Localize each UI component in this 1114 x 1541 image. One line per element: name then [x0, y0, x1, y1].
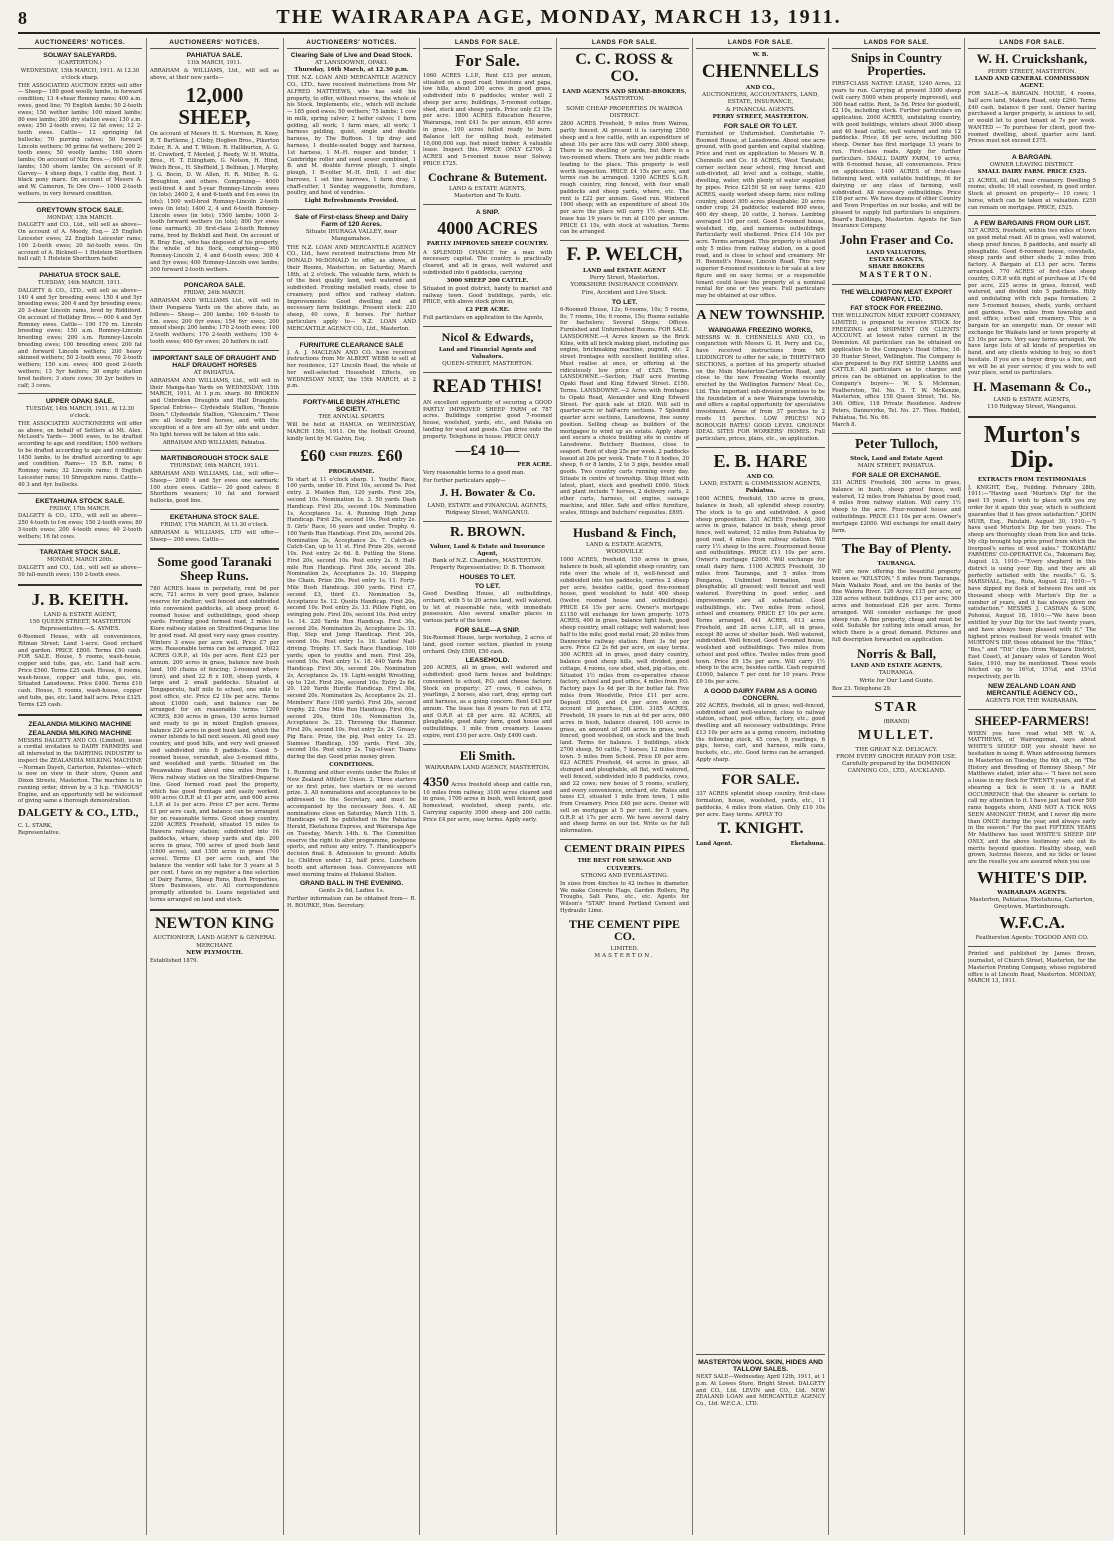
ad-body: DALGETY and CO., Ltd., will sell as above— 50 full-mouth ewes; 150 2-tooth ewes. [18, 565, 142, 578]
ad-body: 780 ACRES lease in perpetuity, rent 9d per acre, 721 acres in very good grass, balance reserve for shelter; well fenced and subdivided into convenient paddocks, all sheep proof; 6-roomed house and outbuildings, good sheep yards. Fronting good formed road, 3 miles to Kiore railway station on Stratford-Ongarue line by good road. All good very easy grass country. Winters 3 ewes per acre well. Price £7 per acre. Reasonable terms can be arranged. 1022 ACRES O.R.P., at 10s per acre. Rent £23 per annum. 200 acres in grass, balance new bush land. 100 chains of fencing; 2-roomed where (iron), and shed 22 ft x 10ft, sheep yards, 4 large and 2 small paddocks. Situated at Tongaporutu, half mile to school, one mile to post office, etc. Price £2 10s per acre. Terms about £1000 cash, and balance can be arranged for on reasonable terms. 1200 ACRES, 830 acres in grass, 150 acres burned and ready to go in mixed English grasses, balance 220 acres in good bush land, which the owner intends to fall next season. All good easy country, and good hills, and very well grassed and subdivided into 8 paddocks. Good 5-roomed house, verandah, also 3-roomed ditto, and woolshed and yards. Situated on the Pouawakino Road about nine miles from Te Wera railway station on the Stratford-Ongarue line. Good formed road past the property, which has good frontage and easily worked. 600 acres O.R.P. at £1 per acre, and 600 acres L.I.P. at 1s per acre. Price £7 per acre. Terms £1 per acre cash, and balance can be arranged for on reasonable terms. Good sheep country. 2200 ACRES Freehold, situated 15 miles to Hawera railway station; subdivided into 16 paddocks, whare, sheep yards and dip. 200 acres in grass, 700 acres of good bush land (1600 acres), and 1300 acres in grass (700 acres). Terms £1 per acre cash, and the balance the vendor will take for 5 years at 5 per cent. I have on my register a fine selection of Dairy Farms, Sheep Runs, Bush Properties, Store Businesses, etc. All correspondence promptly attended to. Loans negotiated and terms arranged on land and stock. [150, 585, 279, 903]
ad-subheading: THE GREAT N.Z. DELICACY. [855, 746, 938, 753]
newspaper-title: THE WAIRARAPA AGE, MONDAY, MARCH 13, 1911. [276, 6, 842, 28]
column-4 [423, 38, 552, 1537]
masthead [18, 6, 1100, 34]
ad-subheading: LAND & ESTATE AGENTS, [586, 542, 663, 549]
ad-subheading: EXTRACTS FROM TESTIMONIALS [977, 476, 1087, 483]
ad-headline-big: 4000 ACRES [437, 218, 538, 239]
ad-body: FIRST-CLASS NATIVE LEASE, 1240 Acres, 22 years to run. Carrying at present 3300 sheep (will carry 5000 when properly improved), and 300 head cattle. Rent, 3s 5d. Price for goodwill, £2 10s, including stock. Further particulars on application. 2000 ACRES, undulating country, with good buildings, winters about 3000 sheep and 40 head cattle, well watered and into 12 paddocks. Price, £6 per acre, including 500 sheep. Owner has first mortgage 13 years to run. First-class roads. Apply for further particulars. SMALL DAIRY FARM, 19 acres, with 6-roomed house, all conveniences. Price on application. 1400 ACRES of first-class fattening land, with suitable buildings, fit for dairying or any class of farming, well subdivided. All necessary outbuildings. Price £18 per acre. We have dozens of other Country and Town Properties on our books, and will be pleased to supply full particulars to enquirers. Board's Buildings, Masterton. Agents for Sun Insurance Company. [832, 81, 961, 230]
brand-subtitle: (BRAND) [883, 719, 910, 726]
ad-date: FRIDAY, 17th MARCH. [49, 505, 111, 512]
ad-heading: EKETAHUNA STOCK SALE. [169, 514, 260, 521]
ad-subheading: THE ANNUAL SPORTS [318, 414, 385, 421]
advertiser-name: Husband & Finch, [573, 524, 676, 540]
advertiser-name: Peter Tulloch, [855, 437, 938, 453]
advertiser-name: C. C. ROSS & CO. [575, 51, 674, 85]
ad-body: Further information can be obtained from— R. H. BOURKE, Hon. Secretary. [287, 896, 416, 910]
ad-body: Full particulars on application to the Agents, [423, 315, 544, 322]
ad-address: QUEEN-STREET, MASTERTON. [442, 360, 533, 367]
ad-address: Pahiatua. [745, 488, 776, 495]
advertiser-name: H. Masemann & Co., [973, 379, 1091, 395]
ad-date: FRIDAY, 17th MARCH, At 11.30 o'clock. [160, 522, 269, 528]
column-1 [18, 38, 142, 1537]
ad-signature: C. L. STARK, [18, 822, 53, 829]
ad-heading: A BARGAIN. [1011, 154, 1053, 162]
ad-headline-big: Some good Taranaki Sheep Runs. [157, 554, 272, 583]
ad-body: Good Dwelling House, all outbuildings, orchard, with 5 to 20 acres land, well watered, to let at reasonable rate, with immediate possession. Also several smaller places in various parts of the town. [423, 591, 552, 625]
ad-representative: Representative.—S. AYMES. [39, 625, 121, 632]
ad-date: March 8. [832, 422, 857, 429]
ad-heading: NEW ZEALAND LOAN AND MERCANTILE AGENCY CO., [986, 682, 1078, 697]
ad-address: 110 Ridgway Street, Wanganui. [987, 404, 1077, 411]
ad-heading: IMPORTANT SALE OF DRAUGHT AND HALF DRAUGHT HORSES [152, 354, 277, 369]
ad-signature: Representative. [18, 830, 61, 837]
column-heading: LANDS FOR SALE. [968, 38, 1096, 49]
ad-heading: A SNIP. [475, 209, 500, 217]
advertiser-name: Nicol & Edwards, [441, 329, 534, 344]
ad-subheading: Situate IHURAGA VALLEY, near Mangamahoe. [305, 229, 398, 243]
ad-subheading: LAND, ESTATE and FINANCIAL AGENTS, [427, 502, 548, 509]
column-5 [560, 38, 689, 1537]
ad-heading: WAINGAWA FREEZING WORKS, [708, 326, 813, 334]
advertiser-name: R. BROWN. [449, 524, 526, 540]
column-heading: LANDS FOR SALE. [832, 38, 961, 49]
column-heading: LANDS FOR SALE. [560, 38, 689, 49]
ad-subheading: SHARE BROKERS [868, 264, 925, 271]
ad-body: To start at 11 o'clock sharp. 1. Youths' Race, 100 yards, under 16. First 10s, second 5s. Post entry. 2. Maiden Run, 120 yards. First 20s, second 10s. Nomination 1s. 3. 50 yards Dash Handicap. First 20s, second 10s. Nomination 1s, Acceptance 1s. 4. Running High Jump Handicap. First 25s, second 10s. Post entry 2s. 5. Girls' Race, 16 years and under. Trophy. 6. 100 Yards Run Handicap. First 20s, second 20s. Nomination 2s, Acceptance 2s. 7. Catch-as-Catch-Can, up to 11 st. First Prize 20s, second 10s. Post entry 2s 6d. 8. Putting the Stone. First 20s, second 10s. Post entry 2s. 9. Half-mile Run Handicap. First 30s, second 20s. Nomination 2s, Acceptance 2s. 10. Stepping the Chain. Prize 20s. Post entry 1s. 11. Forty-Mile Bush Handicap. 300 yards. First £7, second £3, third £1. Nomination 5s, Acceptance 5s. 12. Quoits Handicap. First 20s, second 10s. Post entry 2s. 13. Pillow Fight, on swinging pole. First 20s, second 10s. Post entry 1s. 14. 220 Yards Run Handicap. First 30s, second 20s. Nomination 2s, Acceptance 2s. 15. Hop, Step and Jump Handicap. First 20s, second 10s. Post entry 1s. 16. Ladies' Nail-driving. Trophy. 17. Sack Race Handicap. 100 yards; open to youths and men. First 20s, second 10s. Post entry 1s. 18. 440 Yards Run Handicap. First 30s, second 20s. Nomination 2s, Acceptance 2s. 19. Light-weight Wrestling, up to 12st. First 20s, second 10s. Entry 2s 6d. 20. 120 Yards Hurdle Handicap. First 30s, second 20s. Nomination 2s, Acceptance 2s. 21. Members' Race (100 yards). First 20s, second trophy. 22. One Mile Run Handicap. First 60s, second 20s, third 10s. Nomination 3s, Acceptance 3s. 23. Throwing the Hammer. First 20s, second 10s. Post entry 2s. 24. Greasy Pig Race. Prize, the pig. Post entry 1s. 25. Siamese Handicap, 150 yards. First 30s, second 10s. Post entry 2s. Tug-of-war: Teams during the day. Good prize money given. [287, 476, 416, 761]
ad-body: ABRAHAM & WILLIAMS, LTD will offer— Sheep— 200 ewes. Cattle— [150, 529, 279, 543]
advertiser-name: WHITE'S DIP. [977, 868, 1087, 888]
ad-headline-big: SHEEP-FARMERS! [974, 713, 1090, 729]
ad-subheading: YORKSHIRE INSURANCE COMPANY. [570, 282, 679, 289]
ad-heading: Clearing Sale of Live and Dead Stock. [290, 52, 413, 59]
column-rule [419, 38, 420, 1535]
ad-subheading: LAND, ESTATE & COMMISSION AGENTS, [699, 481, 822, 487]
prize-label: CASH PRIZES. [329, 452, 374, 459]
ad-subheading: AND CO., [745, 85, 776, 92]
ad-heading: FOR SALE OR EXCHANGE. [852, 472, 941, 480]
ad-address: WOODVILLE [605, 549, 644, 556]
ad-body: 2800 ACRES Freehold, 9 miles from Wairoa, partly fenced. At present it is carrying 2500 sheep and a few cattle, with an expenditure of about 10s per acre this will carry 3000 sheep. There is no dwelling or yards, but there is a two-roomed where. There are two public roads leading to the place. This property is well worth inspection. PRICE £4 15s per acre, and terms can be arranged. 1200 ACRES S.G.R. rough country, ring fenced, with four small paddocks and sheep yards, where, etc. The rent is £22 per annum. Good run. Wintered 1900 sheep; with an expenditure of about 10s per acre the place will carry 1½ sheep. The lease has 19 years to run at £100 per annum. PRICE £1 15s, with stock at valuation. Terms can be arranged. [560, 121, 689, 236]
ad-subheading: AT PAHIATUA. [193, 369, 236, 376]
ad-headline-big: FOR SALE. [721, 771, 800, 788]
ad-established: Established 1879. [150, 957, 199, 964]
ad-date: MONDAY, MARCH 20th. [47, 557, 113, 564]
ad-body: J. KNIGHT, Esq., Feilding. February 28th, 1911:—"Having used 'Murton's Dip' for the past 15 years, I wish to place with you my order for it again this year, which is sufficient guarantee that it has given satisfaction." JOHN MUIR, Esq., Patutahi, August 30, 1910:—"I have used Murton's Dip for two years. The sheep are thoroughly clean from lice and ticks. My clip brought top price proof from which the liverpool's series of wool sales." TOKOMARU FARMERS' CO-OPERATIVE Co., Tokomaru Bay, August 13, 1910:—"Every shepherd in this district is using your Dip, and they are all perfectly satisfied with the results." G. S. MARSHALL, Esq., Ruta, August 22, 1910:—"I have dipped my flock of between five and six thousand sheep with Murton's Dip for a number of years, and it has always given me satisfaction." MESSRS J. CASHAN & SON, Pohonui, August 18, 1910:—"We have been entitled by your Dip for the last twenty years, and have always been pleased with it." The highest prices realised for wools treated with MURTON'S DIP, those obtained for the "Hiku," "Bes," and "Titi" clips (from Waipara District, East Coast), at January sales of London Wool Sales, 1910, may be mentioned. These wools fetched up to 16½d, 15¼d, and 15¼d respectively, per lb. [968, 484, 1096, 681]
ad-subheading: LAND & ESTATE AGENT, [43, 611, 117, 618]
ad-body: In sizes from 4inches to 42 inches in diameter. We make Concrete Flags, Garden Rollers, Pig Troughs, Salt Pans, etc., etc. Agents for Wilson's "STAR" brand Portland Cement and Hydraulic Lime. [560, 880, 689, 914]
ad-subheading: LAND AND GENERAL COMMISSION AGENT. [974, 75, 1090, 89]
ad-subheading: AUCTIONEERS, ACCOUNTANTS, LAND, ESTATE, INSURANCE, [702, 92, 819, 106]
ad-subheading: Gents 2s 6d, Ladies 1s. [318, 888, 385, 895]
ad-address: Masterton and Te Kuiti. [453, 193, 522, 200]
ad-subheading: & FINANCIAL AGENTS. [725, 106, 796, 113]
ad-date: FRIDAY, 24th MARCH. [183, 290, 246, 297]
ad-body: J. A. J. MACLEAN AND CO. have received instructions from Mr ALBERT WEBB to sell at her residence, 127 Lincoln Road, the whole of her well-selected Household Effects, on WEDNESDAY NEXT, the 15th MARCH, at 2 p.m. [287, 349, 416, 390]
ad-address: Eketahuna. [790, 841, 825, 848]
ad-subheading: THE BEST FOR SEWAGE AND CULVERTS. [577, 858, 672, 872]
ad-subheading: LAND & ESTATE AGENTS, [449, 186, 526, 193]
ad-body: 6-Roomed House, 12s; 6-rooms, 10s; 5 rooms, 8s; 7 rooms, 16s; 6 rooms, 15s; Rooms suitable for bachelors; Several Shops; Offices. Furnished and Unfurnished Rooms. FOR SALE. LANSDOWNE.—4 Acres known as the Brick Kilns, with all brick making plant, including gas engine, brickmaking machine, pugmill, etc. 2 street frontages with excellent building sites. Must realise at once, or offering at the ridiculously low price of £525. Terms. LANSDOWNE.—Section, Half acre fronting Opaki Road and King Edward Street. £150. Terms. LANSDOWNE.—2 Acres with frontages to Opaki Road, Alexander and King Edward Street. For quick sale at £620. Will sell in quarter-acre or half-acre sections. 7 Splendid quarter acre sections, Lansdowne, fine sunny position. Selling cheap as builders of the mortgagee to wind up an estate. Apply sharp and secure a choice building site in centre of Lansdowne. Butchery Business, close to seaport. Rent of shop 25s per week. 2 paddocks leased at 20s per week. Trade 7 to 8 bodies, 30 sheep, 6 or 8 lambs, 2 to 3 pigs, besides small goods. Two country carts running every day. Situate in centre of township. Shop fitted with latest, plant, stock and goodwill £600. Stock and plant include 7 horses, 2 delivery carts, 2 other carts, harness, oil engine, sausage machine, and filler. Safe and office furniture, scales, fittings and butchers' requisites. £895. [560, 306, 689, 516]
column-heading: LANDS FOR SALE. [696, 38, 825, 49]
ad-subheading: Valuer, Land & Estate and Insurance Agent, [430, 543, 545, 557]
ad-headline-big: For Sale. [455, 51, 520, 70]
ad-address: MASTERTON. [859, 270, 934, 280]
ad-address: MASTERTON. [594, 953, 655, 960]
ad-body: 1. Running and other events under the Rules of New Zealand Athletic Union. 2. Three starters or no first prize, two starters or no second prize. 3. All nominations and acceptances to be addressed to the Secretary, and must be accompanied by the necessary fees. 4. All nominations close on Saturday, March 11th. 5. Handicaps will be published in the Pahiatua Herald, Eketahuna Express, and Wairarapa Age on Tuesday, March 14th. 6. The Committee reserve the right to alter programme, postpone sports, and refuse any entry. 7. Handicapper's decision final. 8. Admission to ground: Adults 1s; Children under 12, half price. Luncheon booth and afternoon teas. Conveyances will meet morning trains at Hukanui Station. [287, 770, 416, 878]
column-2 [150, 38, 279, 1537]
ad-price: —£4 10— [455, 442, 520, 459]
advertiser-name: NEWTON KING [154, 914, 275, 932]
ad-date: WEDNESDAY, 15th MARCH, 1911. At 12.30 o'clock sharp. [20, 68, 140, 81]
ad-body: For further particulars apply— [423, 478, 506, 485]
column-rule [964, 38, 965, 1535]
ad-body: 1060 ACRES L.I.P., Rent £33 per annum, situated on a good road; limestone and papa, low hills, about 200 acres in good grass, subdivided into 6 paddocks; winter well 2 sheep per acre; buildings, 5-roomed cottage, shed, stock and sheep yards. Price only £3 15s per acre. 1800 ACRES Education Reserve, Wairarapa, rent £41 5s per annum, 450 acres in grass, 100 acres felled ready to burn. Balance left for milling bush, estimated 10,000,000 sup. feet mixed timber. A valuable lease. Inspect this. PRICE ONLY £2700. 2 ACRES and 5-roomed house near Solway. PRICE £725. [423, 72, 552, 167]
prize-banner [287, 446, 416, 466]
ad-body: 21 ACRES, all flat, near creamery. Dwelling 5 rooms; sheds; 16 stall cowshed, in good order. Stock at present on property— 10 cows; 1 horse, which can be taken at valuation. £250 can remain on mortgage. PRICE, £525. [968, 177, 1096, 211]
ad-body: 6-Roomed House, with all conveniences, Ritman Street; Land 1-acre. Good orchard and garden. PRICE £800. Terms £50 cash. FOR SALE. House, 5 rooms, wash-house, copper and tubs, gas, etc. Land half acre. Price £560. Terms £25 cash. House, 6 rooms, wash-house, copper and tubs, gas, etc. Situated Lansdowne. Price £400. Terms £10 cash. House, 5 rooms, wash-house, copper and tubs, gas, etc. Land half acre. Price £325. Terms £25 cash. [18, 634, 142, 708]
ad-heading: Sale of First-class Sheep and Dairy Farm of 120 Acres. [294, 214, 409, 229]
ad-headline-big: READ THIS! [432, 376, 543, 398]
ad-subheading: LIMITED. [610, 945, 639, 952]
column-heading: AUCTIONEERS' NOTICES. [18, 38, 142, 49]
ad-subheading: OWNER LEAVING DISTRICT. [990, 162, 1074, 169]
ad-subheading: Write for Our Land Guide. [859, 677, 934, 684]
ad-body: THE N.Z. LOAN AND MERCANTILE AGENCY CO., LTD., have received instructions from Mr ALFRED MATTHEWS, who has sold his property, to offer, without reserve, the whole of his Stock, Implements, etc., which will include— 185 good ewes; 50 wethers; 75 lambs; 1 cow in milk, spring calver; 2 heifer calves; 1 farm gelding, all work; 1 farm mare, all work; 1 harness gelding, quiet, single and double harness, by The Buffoon. 1 tip dray and harness, 1 double-seated buggy and harness, 1st harness, 1 M.-H. reaper and binder, 1 Cambridge roller and seed sower combined, 1 B. and M. double furrow plough, 1 single plough, 1 B-colter M.-H. Drill, 1 set disc harrows, 1 set tine harrows, 1 farm dray, 1 chaff-cutter, 1 Sunday waggonette, furniture, poultry, and host of sundries. [287, 75, 416, 197]
ad-body: MESSRS DALGETY AND CO. (Limited), issue a cordial invitation to DAIRY FARMERS and all interested in the DAIRYING INDUSTRY to inspect the ZEALANDIA MILKING MACHINE—Norman Dayeh, Carterton, Patentee—which is now on view in their store, Queen and Dixon Streets, Masterton. The machine is in running order, driven by a 3 h.p. "FAMOUS" Engine, and an opportunity will be welcomed of giving same a thorough demonstration. [18, 737, 142, 805]
ad-subheading: AUCTIONEER, LAND AGENT & GENERAL MERCHANT. [153, 935, 276, 949]
ad-body: On account of Messrs H. S. Morrison, R. Keey, R. T. Bartleme, J. Clisby, Hogben Bros., Pikerton Esler, R. A. and T. Wilson, R. Halliburton, A. G. H. Crawford, T. Mexted, J. Reedy, W. H. Whitta, Bros., H. T. Ellingham, G. Nelson, H. Hind, Welch Bros., H. Sheffield, J. Bellman, J. Murphy, J. G. Bocin, D. W. Allen, H. R. Miller, R. G. Broughton, and others. Comprising— 4000 well-bred 4 and 5-year Romney-Lincoln ewes (in lots); 2400 2, 4 and 6-tooth and f-m ewes (in lots); 1500 well-bred Romney-Lincoln 2-tooth ewes (in lots); 1400 2, 4 and 6-tooth Romney-Lincoln ewes (in lots); 1500 lambs; 1000 2-tooth forward wethers (in lots); 800 5yr ewes (one earmark); 30 first-class 2-tooth Romney rams, bred by Bickhill and Reid. On account of R. Bray Esq., who has disposed of his property, the whole of his flock, comprising— 900 Romney-Lincoln 2, 4 and 6-tooth ewes; 300 4 and 5yr ewes; 400 Romney-Lincoln ewe lambs; 300 forward 2-tooth wethers. [150, 131, 279, 273]
ad-body: Furnished or Unfurnished. Comfortable 7-Roomed House, at Lansdowne. About one acre ground, with good garden and capital stabling. Price and rent on application to Messrs W. B. Chennells and Co. 18 ACRES, West Taratahi, corner section near school, ring fenced and sub-divided, all level and a cottage, stable, dwelling, water, with plenty of water supplied by pipes. Price £2150 SI on easy terms. 420 ACRES, easily worked sheep farm; nice rolling country, about 300 acres ploughable; 20 acres under crop; 24 paddocks; watered 600 ewes, 400 dry sheep, 20 cattle, 2 horses. Lambing averaged 116 per cent. Good 5-roomed house, woolshed, dip, and numerous outbuildings. Particularly well sheltered. Price £14 10s per acre. Terms arranged. This property is situated only 5 miles from railway station, on a good road, and is close to school and creamery. Mr H. Bennett's House, Lincoln Road. This very superior 6-roomed residence is for sale at a low figure and on easy terms; or a responsible tenant could lease the property at a nominal rental for one or two years. Full particulars may be obtained at our office. [696, 130, 825, 300]
ad-address: TAURANGA. [878, 670, 915, 677]
ad-date: TUESDAY, 14th MARCH, 1911, At 12.30 o'clock. [25, 406, 135, 420]
advertiser-name: T. KNIGHT. [717, 820, 804, 838]
ad-address: MASTERTON. [604, 95, 645, 102]
advertiser-name: Cochrane & Butement. [428, 169, 547, 184]
column-3 [287, 38, 416, 1537]
ad-body: ABRAHAM & WILLIAMS, Ltd., will sell as above, at their new yards— [150, 67, 279, 81]
ad-body: ABRAHAM AND WILLIAMS, Ltd., will sell in their Manga-hao Yards on WEDNESDAY, 15th MARCH, 1911, At 1 p.m. sharp. 80 BROKEN and Unbroken Draughts and Half Draughts. Special Entries— Clydesdale Stallion, "Bonnie Doon." Clydesdale Stallion, "Glencairn." These are all locally bred horses, and with the exception of a few are all 5yr olds and under. No light horses will be taken at this sale. [150, 377, 279, 438]
ad-subheading: CONDITIONS. [329, 761, 374, 768]
ad-body: THE ASSOCIATED AUCTIONEERS will offer as above, on behalf of Settlers at Mt. Alex. McLeod's Yards— 3600 ewes, to be drafted according to age and condition; 1500 wethers to be drafted according to age and condition; 1450 lambs, to be drafted according to age and condition. Rams— 15 B.R. rams; 6 Romney rams; 32 Lincoln rams; 8 English Leicester rams; 10 Shropshire rams. Cattle— 40 3 and 4yr. bullocks. [18, 420, 142, 488]
ad-heading: FOR SALE OR TO LET. [723, 122, 798, 130]
ad-heading: ZEALANDIA MILKING MACHINE [28, 729, 132, 737]
ad-heading: PAHIATUA SALE. [186, 52, 243, 59]
page-number: 8 [18, 8, 27, 28]
ad-headline-big: Murton's Dip. [984, 422, 1080, 474]
ad-subheading: PROGRAMME. [328, 468, 375, 475]
ad-stock: 3000 SHEEP 200 CATTLE. [446, 277, 529, 284]
ad-subheading: PARTLY IMPROVED SHEEP COUNTRY. [426, 241, 549, 248]
prize-amount: £60 [377, 445, 403, 465]
ad-body: 202 ACRES, freehold, all in grass; well-fenced, subdivided and well-watered; close to railway station, school, post office, factory, etc.; good dwelling and all necessary outbuildings. Price £13 10s per acre as a going concern, including the following stock, 45 cows, 6 yearlings, 6 pigs, horse, cart, and harness, milk cans, buckets, etc., etc. Good terms can be arranged. Apply sharp. [696, 702, 825, 763]
ad-subheading: AT LANSDOWNE, OPAKI. [314, 60, 389, 66]
ad-address: 150 QUEEN STREET, MASTERTON [29, 618, 131, 625]
ad-subheading: Stock, Land and Estate Agent [850, 455, 943, 462]
ad-heading: HOUSES TO LET. [459, 574, 516, 582]
ad-heading: FAT STOCK FOR FREEZING. [850, 305, 943, 313]
ad-subheading: Land and Financial Agents and Valuators. [438, 346, 537, 360]
advertiser-name: THE CEMENT PIPE CO. [568, 916, 681, 944]
ad-heading: PONCAROA SALE. [183, 282, 246, 290]
ad-body: MESSRS W. B. CHENNELLS AND CO., in conjunction with Messrs G. H. Perry and Co., have received instructions from MR LIDDINGTON to offer for sale, in THIRTY-TWO SECTIONS, a portion of his property situated on the Main Masterton-Carterton Road, and close to the new Freezing Works recently erected by the Wellington Farmers' Meat Co., Ltd. This important sub-division promises to be the foundation of a new Wairarapa township, and offers a capital opportunity for speculative investment. Areas of from 37 perches to 2 roods 15 perches. LOW PRICES! NO BOROUGH RATES! GOOD LEVEL GROUND! IDEAL SITES FOR WORKERS' HOMES. Full particulars, prices, plans, etc., on application. [696, 334, 825, 443]
ad-heading: PAHIATUA STOCK SALE. [39, 272, 121, 280]
advertiser-name: Eli Smith. [459, 747, 516, 763]
column-rule [556, 38, 557, 1535]
ad-address: PERRY STREET, MASTERTON. [712, 113, 809, 120]
ad-address: Bank of N.Z. Chambers, MASTERTON. [432, 557, 543, 564]
ad-contact: Box 23. Telephone 29. [832, 685, 892, 692]
ad-body: Will be held at HAMUA on WEDNESDAY, MARCH 15th, 1911. On the football Ground, kindly lent by M. Galvin, Esq. [287, 422, 416, 442]
advertiser-name: John Fraser and Co. [839, 232, 954, 248]
ad-subheading: AGENTS FOR THE WAIRARAPA. [985, 697, 1079, 704]
advertiser-name: F. P. WELCH, [566, 244, 683, 266]
ad-body: Situated in good district, handy to market and railway town. Good buildings, yards, etc. PRICE, with above stock given in, [423, 285, 552, 306]
ad-subheading: LAND VALUATORS, [866, 249, 927, 256]
ad-body: 331 ACRES Freehold, 300 acres in grass, balance in bush, sheep proof fence, well watered, 12 miles from Pahiatua by good road, 4 miles from railway station. Will carry 1½ sheep to the acre. Four-roomed house and outbuildings. PRICE £11 10s per acre. Owner's mortgage £2000. Will exchange for small dairy farm. [832, 480, 961, 534]
ad-body: THE N.Z. LOAN AND MERCANTILE AGENCY CO., Ltd., have received instructions from Mr DONALD McDONALD to offer, as above, at their Rooms, Masterton, on Saturday, March 18th, at 2 o'clock. The valuable farm, which is of the best quality land, well watered and subdivided. Fronting metalled roads, close to creamery, post office and railway station. Improvements: Good dwelling and all necessary farm buildings. Present stock: 220 sheep, 40 cows, 8 horses. For further particulars apply to— N.Z. LOAN AND MERCANTILE AGENCY CO., Ltd., Masterton. [287, 244, 416, 332]
ad-subheading: WAIRARAPA AGENTS. [997, 889, 1067, 896]
ad-body: THE WELLINGTON MEAT EXPORT COMPANY, LIMITED, is prepared to receive STOCK for FREEZING and SHIPMENT ON CLIENTS' ACCOUNT, at lowest rates current in the Dominion. All particulars can be obtained on application to the Company's Head Office, 18-20 Hunter Street, Wellington. The Company is also prepared to Buy FAT SHEEP, LAMBS and CATTLE. All particulars as to charges and prices can be obtained on application to the Company's buyers— W. S. Mclennan, Featherston, Tel. No. 5. T. W. McKenzie, Masterton, office 158 Queen Street, Tel. No. 346. Office, 118 Private Residence. Andrew Peters, Dannevirke, Tel. No. 27. Thos. Riddell, Pahiatua, Tel. No. 66. [832, 313, 961, 421]
ad-headline-big: CEMENT DRAIN PIPES [564, 842, 685, 855]
ad-heading: MARTINBOROUGH STOCK SALE [160, 455, 269, 463]
ad-headline-big: 12,000 SHEEP, [178, 83, 251, 130]
ad-heading: FOR SALE—A SNIP. [455, 626, 520, 634]
ad-body: AN excellent opportunity of securing a GOOD PARTLY IMPROVED SHEEP FARM of 787 acres. Buildings comprise good 7-roomed house, woolshed, yards, etc., and Pataka on landing for wool and goods. Can drive onto the property. Telephone in house. PRICE ONLY [423, 399, 552, 440]
advertiser-name: Norris & Ball, [856, 645, 937, 661]
ad-body: ABRAHAM AND WILLIAMS, Ltd., will offer— Sheep— 2000 4 and 5yr ewes one earmark; 100 store ewes. Cattle— 20 good calves; 8 Shorthorn weaners; 10 fat and forward bullocks, good line. [150, 471, 279, 505]
ad-subheading: Featherston Agents: TOGOOD AND CO. [975, 935, 1089, 942]
advertiser-name: DALGETY & CO., LTD., [18, 807, 139, 820]
ad-body: A SPLENDID CHANCE for a man with necessary capital. The country is practically cleared, and all in grass, well watered and subdivided into 6 paddocks, carrying [423, 249, 552, 276]
advertiser-name: J. H. Bowater & Co. [439, 486, 536, 499]
column-heading: LANDS FOR SALE. [423, 38, 552, 49]
ad-body: DALGETY & CO., LTD., will sell as above— 140 4 and 5yr breeding ewes; 150 4 and 5yr breeding ewes; 200 4 and 5yr breeding ewes; 20 3-shear Lincoln rams, bred by Riddiford. On account of Holliday Bros.— 600 4 and 5yr Romney ewes. Cattle— 190 170 rn. Lincoln breeding ewes; 150 a.m. Romney-Lincoln breeding ewes; 200 s.m. Romney-Lincoln breeding ewes; 100 breeding ewes; 200 fat and forward Lincoln wethers; 200 heavy skinned wethers; 50 2-tooth ewes; 70 2-tooth wethers; 150 s.m. ewes; 400 good 2-tooth wethers; 13 5yr heifers; 30 empty station bred heifers; 3 store cows; 30 2yr heifers in calf; 3 cows. [18, 287, 142, 389]
ad-body: WHEN you have read what MR W. A. MATTHEWS, of Wairongomai, says about WHITE'S SHEEP DIP, you should have no hesitation in using it. When addressing farmers in Masterton on Tuesday, the 6th ult., on "The History and Breeding of Romney Sheep," Mr Matthews stated, inter alia:— "I have not seen a louse in my flock for TWENTY years, and if at shearing a tick is seen it is a RARE OCCURRENCE that the shearer is certain to call my attention to it. I have just had over 500 rams hoggets shorn, AND NOT A TICK WAS SEEN AMONGST THEM, and I never dip more than ONCE during the year, and always early in the season." For the past FIFTEEN YEARS Mr Matthews has used WHITE'S SHEEP DIP ONLY, and the above testimony sets out its merits beyond question. Healthy sheep, well grown, lustrous fleeces, and no ticks or louse are the results you are assured when you use [968, 730, 1096, 866]
column-heading: AUCTIONEERS' NOTICES. [150, 38, 279, 49]
ad-heading: TARATAHI STOCK SALE. [39, 549, 121, 557]
ad-date: THURSDAY, 16th MARCH, 1911. [170, 463, 259, 470]
column-rule [146, 38, 147, 1535]
ad-address: Ridgway Street, WANGANUI. [445, 509, 530, 516]
brand-name: STAR [874, 700, 919, 716]
ad-heading: A FEW BARGAINS FROM OUR LIST. [973, 220, 1091, 228]
ad-heading: FORTY-MILE BUSH ATHLETIC SOCIETY. [302, 399, 401, 414]
ad-headline-big: Snips in Country Properties. [850, 51, 942, 79]
ad-subheading: TAURANGA. [877, 560, 916, 567]
wool-sales-box [696, 1350, 825, 1537]
advertiser-name: E. B. HARE [713, 450, 808, 471]
ad-address: Masterton, Pahiatua, Eketahuna, Carterton, Greytown, Martinborough. [969, 897, 1095, 911]
ad-subheading: Fire, Accident and Live Stock. [581, 289, 668, 296]
ad-body: Six-Roomed House, large workshop, 2 acres of land, good corner section, planted in young orchard. Only £500, £50 cash. [423, 634, 552, 655]
ad-date: MONDAY, 13th MARCH. [47, 214, 113, 221]
ad-heading: UPPER OPAKI SALE. [45, 398, 115, 406]
ad-body: DALGETY & CO., LTD., will sell as above— 250 4-tooth to f-m ewes; 150 2-tooth ewes; 80 5-tooth ewes; 200 4-tooth ewes; 40 2-tooth wethers; 16 fat cows. [18, 513, 142, 540]
ad-body: Acres freehold sheep and cattle run, 10 miles from railway, 3100 acres cleared and in grass, 1700 acres in bush, well fenced, good homestead, woolshed, sheep yards, etc. Carrying capacity 3500 sheep and 200 cattle. Price £4 per acre, easy terms. Apply early. [423, 781, 552, 823]
brand-product: MULLET. [857, 728, 936, 744]
ad-headline-big: The Bay of Plenty. [841, 542, 952, 558]
ad-heading: TO LET. [611, 298, 638, 306]
ad-headline-big: A NEW TOWNSHIP. [696, 308, 825, 324]
ad-subheading: (CARTERTON.) [58, 60, 102, 66]
ad-heading: EKETAHUNA STOCK SALE. [35, 497, 125, 505]
ad-price: £2 PER ACRE. [465, 307, 510, 314]
ad-heading: SOLWAY SALEYARDS. [43, 52, 117, 59]
ad-body: 1000 ACRES, freehold, 150 acres in grass, balance in bush, all splendid sheep country, can ride over the whole of it, well-fenced and subdivided into ten paddocks, carries 2 sheep per acre, besides cattle, good five-roomed house, good woolshed to hold 400 sheep (twelve roomed house and outbuildings). PRICE £4 15s per acre. Owner's mortgage £1150 will exchange for town property. 1075 ACRES, 400 in grass, balance light bush, good sheep country, small cottage; well watered; less half to the mile; good metal road; 20 miles from Dannevirke railway station. Rent 3s 9d per acre. Price £2 2s 6d per acre, on easy terms. 300 ACRES all in grass, good dairy country, balance good sheep hills, well divided, good cottage, 4 rooms, cow shed, shed, pig-sties, etc. Situated 1½ miles from co-operative cheese factory, school and post office, 4 miles from P.O. Factory pays 1s 4d per lb for butter fat. Five miles from Woodville, Price £11 per acre. Deposit £500, and £4 per acre down on account of purchase, £300. 3185 ACRES, Freehold, 16 years to run at 6d per acre, 660 acres in bush, balance cleared, 100 acres in grass, an amount of 200 acres in grass, well fenced, good woolshed, on stock and the bush land. Terms for balance. 1 buildings, stock 2700 sheep, 50 cattle, 7 horses; 12 miles from town. 5 miles from School. Price £6 per acre. 623 ACRES Freehold, 44 acres in grass, all stumped and ploughable, all flat, well watered, well fenced, subdivided into 8 paddocks, cows, and 22 cows; new house of 5 rooms, scullery, and every convenience, orchard, etc. Rates and taxes £3, situated 1 mile from town, 1 mile from Creamery. Price £40 per acre. Owner will sell on mortgage at 5 per cent. for 5 years. O.R.P. at 17s per acre. We have several dairy and sheep farms on our list. Write us for full information. [560, 557, 689, 835]
ad-subheading: WAIRARAPA LAND AGENCY, MASTERTON. [425, 765, 550, 772]
ad-address: MAIN STREET, PAHIATUA. [857, 463, 936, 470]
ad-heading: GREYTOWN STOCK SALE. [36, 206, 124, 214]
ad-date: 11th MARCH, 1911. [187, 60, 242, 66]
ad-subheading: AND CO. [746, 473, 775, 480]
ad-date: TUESDAY, 14th MARCH, 1911. [38, 280, 122, 287]
ad-subheading: FROM EVERY GROCER READY FOR USE. [836, 754, 957, 761]
ad-subheading: ESTATE AGENTS, [868, 256, 924, 263]
ad-subheading: Land Agent. [696, 841, 733, 848]
ad-heading: FURNITURE CLEARANCE SALE [299, 341, 404, 349]
ad-body: NEXT SALE—Wednesday, April 12th, 1911, at 1 p.m. At Lowes Store, Bright Street. DALGETY and CO., Ltd. LEVIN and CO., Ltd. NEW ZEALAND LOAN and MERCANTILE AGENCY Co., Ltd. W.F.C.A., LTD. [696, 1374, 825, 1408]
ad-representative: Property Representative: D. B. Thomson [430, 565, 545, 571]
ad-subheading: STRONG AND EVERLASTING. [580, 872, 669, 879]
ad-heading: THE WELLINGTON MEAT EXPORT COMPANY, LTD. [840, 289, 953, 304]
column-8 [968, 38, 1096, 1537]
ad-body: 337 ACRES splendid sheep country, first-class formation, house, woolshed, yards, etc., 11 paddocks, 4 miles from station. Only £10 10s per acre. Easy terms. APPLY TO [696, 791, 825, 818]
ad-subheading: LAND and ESTATE AGENT [583, 268, 666, 275]
ad-subheading: SOME CHEAP PROPERTIES IN WAIROA DISTRICT. [566, 105, 683, 120]
ad-address: Perry Street, Masterton. [589, 275, 660, 282]
column-6 [696, 38, 825, 1537]
advertiser-name: W.F.C.A. [999, 913, 1065, 933]
advertiser-name: J. B. KEITH. [31, 589, 129, 609]
ad-address: PERRY STREET, MASTERTON. [987, 68, 1077, 75]
ad-body: THE ASSOCIATED AUCTION EERS will offer— Sheep— 180 good woolly lambs, in forward condition; 13 4-shear Romney rams; 400 a.m. ewes, good line; 70 English lambs; 50 2-tooth ewes; 150 wether lambs; 100 mixed lambs; 80 ewe lambs; 200 dry station ewes; 130 s.m. ewes; 250 2-tooth ewes; 12 fat ewes; 12 2-tooth ewes. Cattle— 12 springing fat bullocks; 70 purring calves; 50 forward Lincoln wethers; 90 prime fat wethers; 200 2-tooth ewes; 50 woolly lambs; 160 shorn lambs; On account of Nitz Bros.—; 600 woolly lambs; 150 shorn lambs; On account of P. Garvey— 4 sheep dogs, 1 cattle dog, Reid. 1 black pony mare. On account of Messrs A. and W. Cameron, Te Ore Ore— 1000 2-tooth wethers, in very forward condition. [18, 82, 142, 197]
advertiser-name: W. H. Cruickshank, [976, 51, 1088, 66]
ad-body: ABRAHAM AND WILLIAMS Ltd., will sell in their Pongaroa Yards on the above date, as follows— Sheep— 200 lambs; 160 6-tooth to f.m. ewes; 200 6yr ewes; 154 6yr ewes; 200 mixed sheep; 200 lambs; 170 2-tooth ewes; 100 2-tooth wethers; 170 2-tooth wethers; 150 4-tooth ewes; 400 6yr ewes; 20 heifers in calf. [150, 298, 279, 345]
ad-heading: TO LET. [474, 583, 501, 591]
imprint: Printed and published by James Brown, journalist, of Church Street, Masterton, for the Masterton Printing Company, whose registered office is at Lincoln Road, Masterton. MONDAY, MARCH 13, 1911. [968, 951, 1096, 985]
ad-price-unit: PER ACRE. [517, 462, 552, 469]
ad-acreage: 4350 [423, 773, 449, 789]
ad-body: 527 ACRES, freehold, within two miles of town on good metal road. All in grass, well watered, sheep proof fences, 8 paddocks, and nearly all ploughable. Good 6-roomed house, cowshells, sheep yards and other sheds; 2 miles from factory. A Bargain at £13 per acre. Terms arranged. 770 ACRES of first-class sheep country, O.R.P. with right of purchase at 17s 6d per acre, 225 acres in grass, fenced, well watered, and divided into 5 paddocks. Hilly and undulating with rich papa formation; 2 new 5-roomed houses, sheds, yards, orchard and gardens. Two miles from township and post office, school and creamery. This is a bargain for an energetic man. Or owner will exchange for Waikato land or town property at £3 10s per acre. Very easy terms arranged. We have large lists of all kinds of properties on hand, and any clients wishing to buy, so don't hesitate. If you are a buyer drop us a line, and we will be at your service; if you wish to sell your place, send us particulars. [968, 228, 1096, 377]
ad-footer: Carefully prepared by the DOMINION CANNING CO., LTD., AUCKLAND. [842, 761, 951, 775]
ad-body: WE are now offering the beautiful property known as "KELSTON," 5 miles from Tauranga, Main Waikato Road, and on the banks of the fine Waiora River. 126 Acres; £15 per acre, or 328 acres without buildings, £11 per acre; 300 acres and homestead £26 per acre. Terms arranged. Will consider exchange for good sheep run. A fine property, cheap and must be sold. Suitable for cutting into small areas, for which there is a great demand. Pictures and full description forwarded on application. [832, 569, 961, 643]
ad-body: 1000 ACRES, freehold, 150 acres in grass, balance in bush, all splendid sheep country. The stock is to go and subdivided. A good sheep proposition. 331 ACRES Freehold, 300 acres in grass, balance in bush, sheep proof fence, well watered, 12 miles from Pahiatua by good road, 4 miles from railway station. Will carry 1½ sheep to the acre. Fourroomed house and outbuildings. PRICE £11 10s per acre. Owner's mortgage £2000. Will exchange for small dairy farm. 1100 ACRES Freehold, 30 miles from Tauranga, and 5 miles from Pongaroa, Unlimited formation, most ploughable; all grassed; well fenced and well watered. Everything in good order, and improvements are all substantial. Good outbuildings, etc. Two miles from school, school and creamery. PRICE £7 10s per acre. Terms arranged. 641 ACRES, 613 acres Freehold, and 28 acres L.I.P., all in grass, except 80 acres of shelter bush. Well watered, subdivided. Well fenced. Good 6-roomed house, woolshed and outbuildings. Two miles from school and post office. Twelve miles from good town. Price £9 15s per acre. Will carry 1½ sheep to the acre, besides cattle. Cash required £1000, balance 7 per cent for 10 years. Price £9 16s per acre. [696, 496, 825, 685]
ad-heading: LEASEHOLD. [465, 657, 510, 665]
prize-amount: £60 [300, 445, 326, 465]
ad-initials: W. B. [752, 52, 769, 58]
ad-subheading: SMALL DAIRY FARM. PRICE £525. [977, 169, 1087, 176]
ad-subheading: LAND AGENTS AND SHARE-BROKERS, [562, 88, 687, 95]
ad-date: Thursday, 16th March, at 12.30 p.m. [294, 67, 409, 74]
column-rule [692, 38, 693, 1535]
ad-heading: A GOOD DAIRY FARM AS A GOING CONCERN. [703, 687, 818, 702]
advertiser-name: CHENNELLS [701, 61, 820, 83]
ad-address: NEW PLYMOUTH. [186, 949, 243, 956]
ad-body: Very reasonable terms to a good man. [423, 470, 526, 477]
ad-body: 200 ACRES, all in grass, well watered and subdivided; good farm house and buildings; convenient to school, P.O. and cheese factory. Stock on property: 27 cows, 6 calves, 6 yearlings, 2 horses, also cart, dray, spring cart and harness, as a going concern. Rent £43 per annum. The lease has 8 years to run at £72, and O.R.P. at £8 per acre. 82 ACRES, all ploughable, good dairy farm, good house and outbuildings, 1 mile from creamery. Leases expire, rent £10 per acre. Only £400 cash. [423, 665, 552, 739]
column-rule [828, 38, 829, 1535]
ad-subheading: LAND & ESTATE AGENTS, [993, 396, 1071, 403]
ad-heading: GRAND BALL IN THE EVENING. [299, 880, 404, 888]
column-heading: AUCTIONEERS' NOTICES. [287, 38, 416, 49]
ad-body: DALGETY and CO., Ltd., will sell as above— On account of A. Moody, Esq.— 25 English Leicester ewes; 22 English Leicester rams; 100 2-tooth ewes; 20 fat-tooth ewes. On account of A. Bicknell— 1 Holstein Shorthorn bull calf; 1 Holstein Shorthorn heifer. [18, 222, 142, 263]
ad-signature: ABRAHAM AND WILLIAMS, Pahiatua. [162, 439, 267, 446]
ad-heading: MASTERTON WOOL SKIN, HIDES AND TALLOW SALES. [698, 1359, 823, 1373]
ad-subheading: LAND AND ESTATE AGENTS, [850, 663, 943, 670]
column-rule [283, 38, 284, 1535]
ad-body: FOR SALE—A BARGAIN. HOUSE, 4 rooms, half acre land, Makora Road, only £290. Terms £40 cash, balance 6 per cent. Owner having purchased a larger property, is anxious to sell, or would let to good tenant at 7s per week. WANTED — To purchase for client, good five-roomed dwelling, about quarter acre land. Prices must not exceed £375. [968, 91, 1096, 145]
ad-heading: ZEALANDIA MILKING MACHINE [28, 720, 132, 728]
column-7 [832, 38, 961, 1537]
ad-footer: Light Refreshments Provided. [304, 198, 399, 205]
